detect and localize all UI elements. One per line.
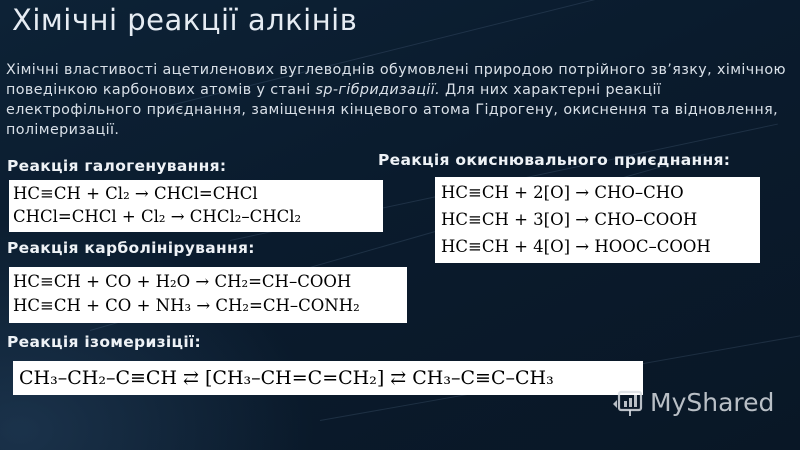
isomerization-heading: Реакція ізомеризіції: (7, 333, 202, 351)
halogenation-heading: Реакція галогенування: (7, 157, 227, 175)
intro-text-part2: Для них характерні реакції електрофільного приєднання, заміщення кінцевого атома Гідрогену, окиснення та відновлення, полімеризації. (6, 82, 779, 138)
carbonylation-equations (9, 267, 407, 323)
intro-text-part1: Хімічні властивості ацетиленових вуглеводнів обумовлені природою потрійного зв’язку, хімічною поведінкою карбонових атомів у стані (6, 62, 786, 98)
watermark (610, 384, 774, 420)
equation: HC≡CH + 4[O] → HOOC–COOH (441, 237, 711, 256)
halogenation-equations (9, 180, 383, 232)
intro-text-italic: sp-гібридизації. (315, 82, 441, 98)
oxidative-addition-heading: Реакція окиснювального приєднання: (378, 151, 731, 169)
equation: HC≡CH + 2[O] → CHO–CHO (441, 183, 684, 202)
equation: HC≡CH + Cl₂ → CHCl=CHCl (13, 184, 258, 203)
isomerization-equations (13, 361, 643, 395)
equation: HC≡CH + 3[O] → CHO–COOH (441, 210, 698, 229)
presentation-board-icon (610, 384, 646, 420)
equation: HC≡CH + CO + H₂O → CH₂=CH–COOH (13, 272, 352, 291)
oxidative-addition-equations (435, 177, 760, 263)
equation: CH₃–CH₂–C≡CH ⇄ [CH₃–CH=C=CH₂] ⇄ CH₃–C≡C–CH₃ (19, 367, 554, 389)
watermark-text: MyShared (650, 387, 775, 417)
carbonylation-heading: Реакція карболінірування: (7, 239, 255, 257)
equation: CHCl=CHCl + Cl₂ → CHCl₂–CHCl₂ (13, 207, 302, 226)
slide-title: Хімічні реакції алкінів (12, 3, 358, 37)
intro-paragraph (6, 60, 791, 140)
equation: HC≡CH + CO + NH₃ → CH₂=CH–CONH₂ (13, 296, 360, 315)
